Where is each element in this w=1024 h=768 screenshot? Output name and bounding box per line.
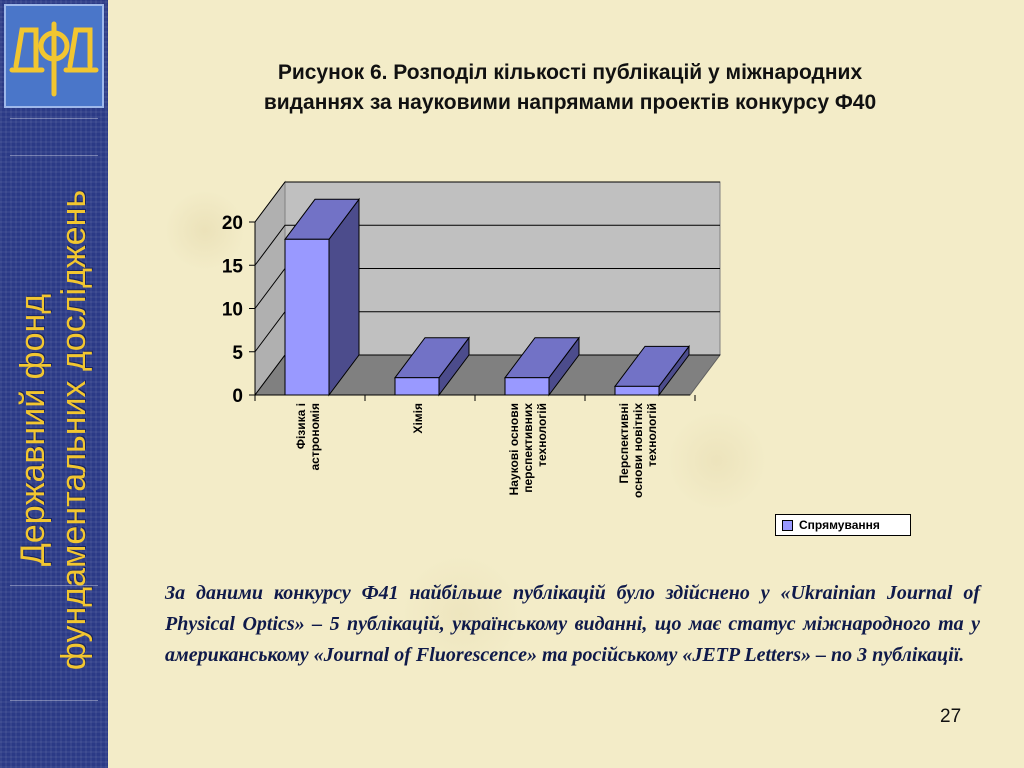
- summary-text: За даними конкурсу Ф41 найбільше публікацій було здійснено у «Ukrainian Journal of Physical Optics» – 5 публікацій, українському виданні, що має статус міжнародного та у американському «Journal of Fluorescence» та російському «JETP Letters» – по 3 публікації.: [165, 582, 980, 666]
- tick-label: 0: [232, 386, 243, 407]
- bar-front: [285, 239, 329, 395]
- legend-label: Спрямування: [799, 518, 880, 532]
- divider: [10, 155, 98, 156]
- page-number: 27: [940, 706, 962, 727]
- tick-label: 15: [221, 256, 243, 278]
- legend-swatch: [782, 520, 793, 531]
- tick-label: 10: [221, 299, 243, 321]
- organization-name: [13, 190, 95, 670]
- category-label: Фізика і: [294, 403, 308, 450]
- bar: [285, 199, 359, 395]
- category-labels: [255, 395, 695, 498]
- category-label: Наукові основи: [507, 403, 521, 496]
- category-label: астрономія: [308, 403, 322, 471]
- bar-front: [615, 386, 659, 395]
- tick-label: 5: [232, 342, 243, 364]
- category-label: технологій: [535, 403, 549, 467]
- category-label: Хімія: [411, 403, 425, 434]
- category-label: Перспективні: [617, 403, 631, 484]
- sidebar: [0, 0, 108, 768]
- y-ticks: [222, 213, 255, 407]
- bar-front: [505, 378, 549, 395]
- title-line: Рисунок 6. Розподіл кількості публікацій у міжнародних: [277, 61, 863, 84]
- legend: [775, 514, 911, 536]
- logo: [4, 4, 104, 108]
- logo-emblem: [6, 6, 102, 106]
- bar-chart: [200, 170, 760, 550]
- organization-line: фундаментальних досліджень: [55, 189, 93, 671]
- divider: [10, 700, 98, 701]
- organization-line: Державний фонд: [14, 293, 52, 567]
- bar-front: [395, 378, 439, 395]
- category-label: технологій: [645, 403, 659, 467]
- tick-label: 20: [221, 213, 243, 234]
- slide-title: [170, 58, 970, 118]
- title-line: виданнях за науковими напрямами проектів конкурсу Ф40: [263, 91, 877, 114]
- divider: [10, 118, 98, 119]
- category-label: перспективних: [521, 403, 535, 493]
- category-label: основи новітніх: [631, 403, 645, 498]
